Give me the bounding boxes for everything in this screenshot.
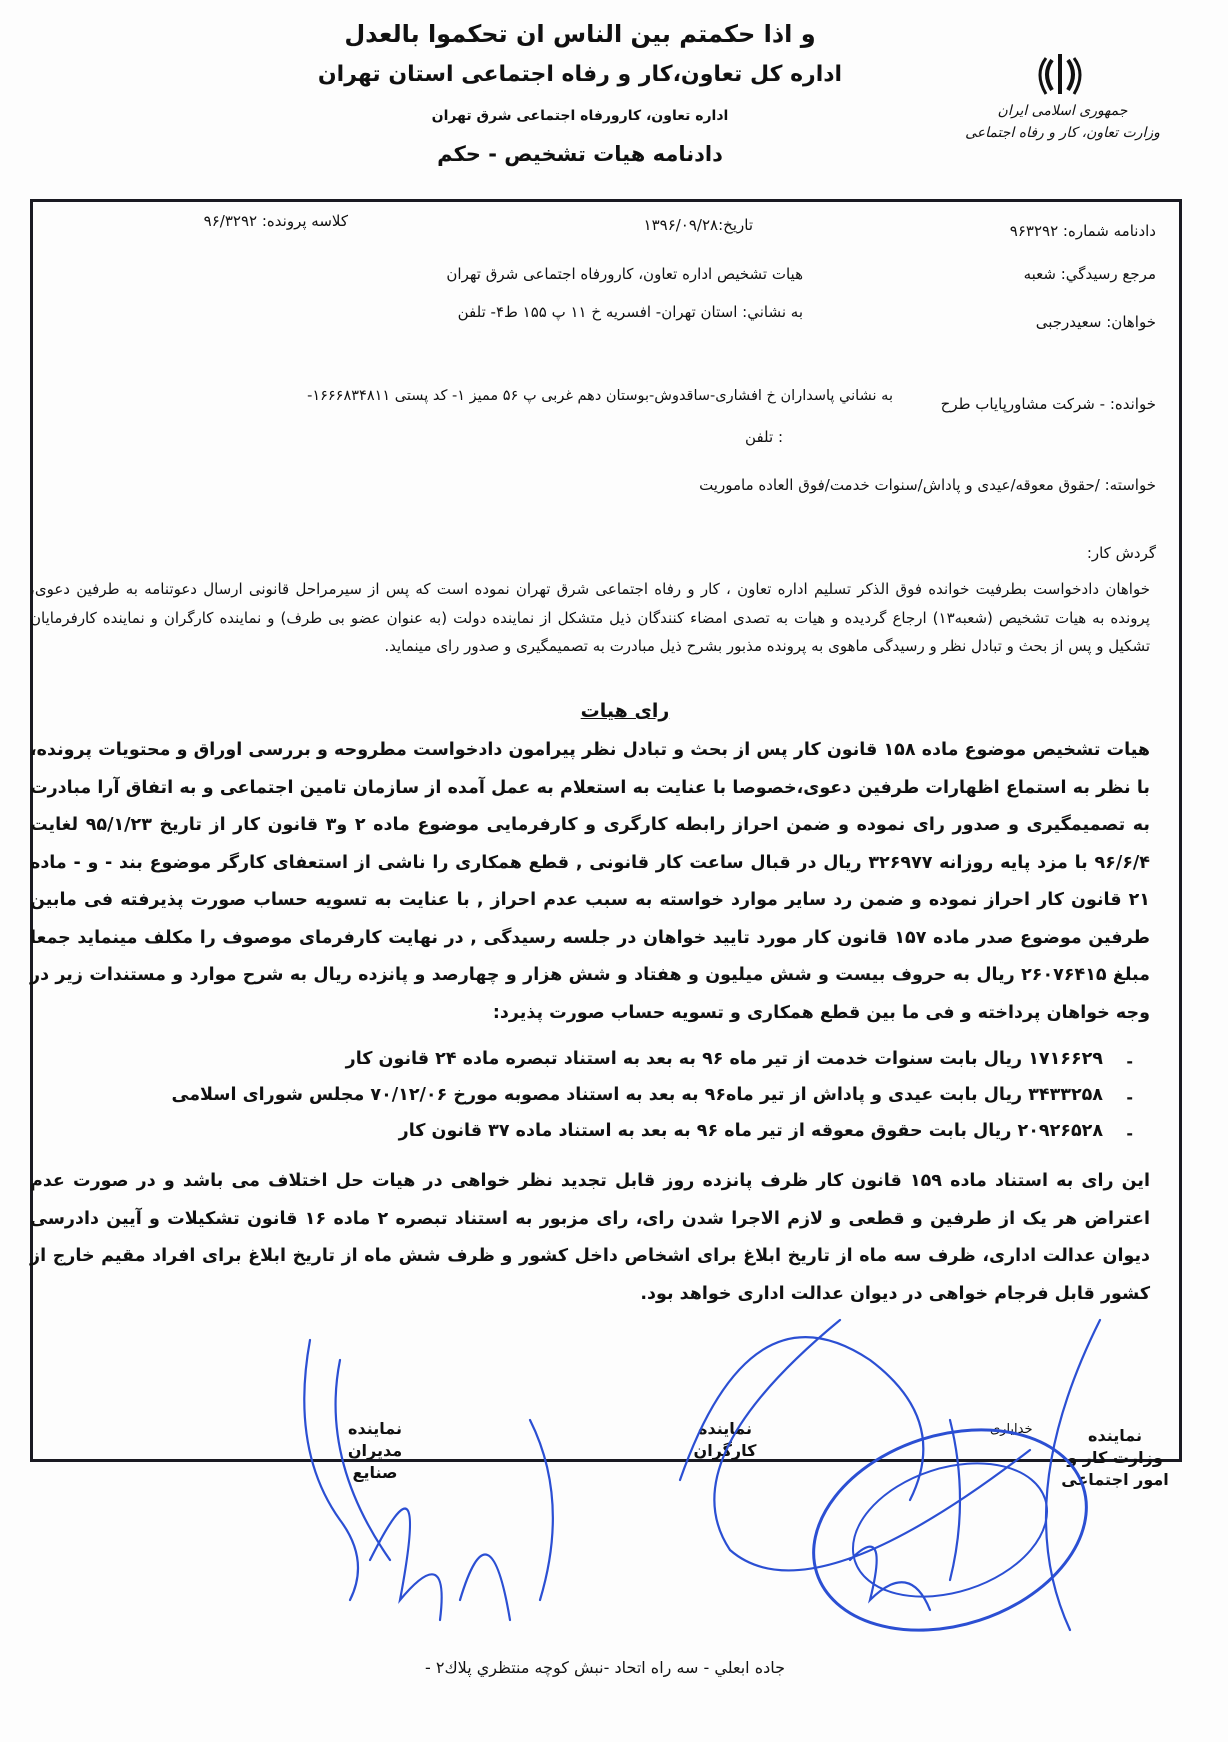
defendant-label: خوانده: [1109, 395, 1156, 413]
date-label: تاریخ: [718, 216, 753, 234]
item-1-dash: - [1126, 1052, 1133, 1071]
procedure-label: گردش کار: [1086, 544, 1156, 562]
employers-rep-line-2: مدیران [347, 1441, 403, 1460]
ministry-line-2: وزارت تعاون، کار و رفاه اجتماعی [965, 125, 1160, 141]
item-3-dash: - [1126, 1124, 1133, 1143]
header-verse: و اذا حکمتم بین الناس ان تحکموا بالعدل [344, 20, 816, 48]
verdict-number-value: ۹۶۳۲۹۲ [1009, 222, 1059, 240]
file-class-field [204, 212, 348, 230]
header-office: اداره کل تعاون،کار و رفاه اجتماعی استان تهران [317, 62, 843, 87]
authority-field [1024, 265, 1156, 283]
file-class-label: کلاسه پرونده: [261, 212, 348, 230]
claim-value: /حقوق معوقه/عیدی و پاداش/سنوات خدمت/فوق العاده ماموریت [699, 476, 1100, 494]
ministry-signature [680, 1320, 1100, 1630]
ministry-rep-line-1: نماینده [1088, 1426, 1142, 1445]
ministry-rep-line-2: وزارت کار و [1067, 1448, 1163, 1467]
verdict-number-label: دادنامه شماره: [1062, 222, 1156, 240]
footer-address: جاده ابعلي - سه راه اتحاد -نبش کوچه منتظري پلاك۲ - [425, 1658, 785, 1677]
employers-rep-line-1: نماینده [348, 1419, 402, 1438]
employers-signature [304, 1340, 553, 1620]
ministry-line-1: جمهوری اسلامی ایران [997, 103, 1128, 119]
workers-rep-line-1: نماینده [698, 1419, 752, 1438]
employers-rep-line-3: صنایع [352, 1463, 398, 1482]
plaintiff-field [1036, 313, 1156, 331]
appeal-text: این رای به استناد ماده ۱۵۹ قانون کار ظرف پانزده روز قابل تجدید نظر خواهی در هیات حل اختلاف می باشد و در صورت عدم اعتراض هر یک از طرفین و قطعی و لازم الاجرا شدن رای، رای مزبور به استناد تبصره ۲ ماده ۱۶ قانون تشکیلات و آیین دادرسی دیوان عدالت اداری، ظرف سه ماه از تاریخ ابلاغ برای اشخاص داخل کشور و ظرف شش ماه از تاریخ ابلاغ برای افراد مقیم خارج از کشور قابل فرجام خواهی در دیوان عدالت اداری خواهد بود. [30, 1171, 1150, 1304]
authority-name: هیات تشخیص اداره تعاون، کارورفاه اجتماعی شرق تهران [446, 265, 803, 283]
official-stamp [787, 1396, 1112, 1663]
defendant-name: - شرکت مشاورپایاب طرح [940, 395, 1106, 413]
date-value: ۱۳۹۶/۰۹/۲۸ [643, 216, 719, 234]
claim-label: خواسته: [1104, 476, 1156, 494]
payment-item: ۱۷۱۶۶۲۹ ریال بابت سنوات خدمت از تیر ماه ۹۶ به بعد به استناد تبصره ماده ۲۴ قانون کار [345, 1049, 1103, 1069]
item-2-dash: - [1126, 1088, 1133, 1107]
ministry-logotype [940, 100, 1185, 144]
header-sub-office: اداره تعاون، کارورفاه اجتماعی شرق تهران [431, 108, 729, 124]
workers-rep-line-2: کارگران [693, 1441, 757, 1460]
signatures-and-stamp [250, 1300, 1170, 1680]
defendant-address: به نشاني پاسداران خ افشاری-ساقدوش-بوستان دهم غربی پ ۵۶ ممیز ۱- کد پستی ۱۶۶۶۸۳۴۸۱۱- [307, 388, 893, 404]
document-title: دادنامه هیات تشخیص - حکم [437, 142, 723, 166]
payment-item: ۲۰۹۲۶۵۲۸ ریال بابت حقوق معوقه از تیر ماه ۹۶ به بعد به استناد ماده ۳۷ قانون کار [398, 1121, 1103, 1141]
authority-label: مرجع رسیدگي: [1060, 265, 1156, 283]
file-class-value: ۹۶/۳۲۹۲ [203, 212, 258, 230]
date-field [644, 216, 753, 234]
procedure-text: خواهان دادخواست بطرفیت خوانده فوق الذکر تسلیم اداره تعاون ، کار و رفاه اجتماعی شرق تهران نموده است که پس از سیرمراحل قانونی ارسال دعوتنامه به طرفین دعوی، پرونده به هیات تشخیص (شعبه۱۳) ارجاع گردیده و هیات به تصدی امضاء کنندگان ذیل متشکل از نماینده دولت (به عنوان عضو بی طرف) و نماینده کارگران و نماینده کارفرمایان تشکیل و پس از بحث و تبادل نظر و رسیدگی ماهوی به پرونده مذبور بشرح ذیل مبادرت به تصمیمگیری و صدور رای مینماید. [30, 580, 1150, 655]
iran-emblem-icon [1030, 50, 1090, 98]
ministry-rep-line-3: امور اجتماعی [1061, 1470, 1169, 1489]
authority-branch: شعبه [1023, 265, 1056, 283]
plaintiff-label: خواهان: [1106, 313, 1156, 331]
claim-field [699, 476, 1156, 494]
payment-item: ۳۴۳۳۲۵۸ ریال بابت عیدی و پاداش از تیر ماه۹۶ به بعد به استناد مصوبه مورخ ۷۰/۱۲/۰۶ مجلس شورای اسلامی [171, 1085, 1103, 1105]
verdict-title: رای هیات [580, 700, 670, 722]
plaintiff-name: سعیدرجبی [1035, 313, 1102, 331]
ministry-rep-name: خدایاری [990, 1422, 1033, 1437]
defendant-field [941, 395, 1156, 413]
plaintiff-address: به نشاني: استان تهران- افسریه خ ۱۱ پ ۱۵۵ ط۴- تلفن [457, 303, 803, 321]
workers-signature [714, 1320, 1030, 1610]
defendant-phone: : تلفن [745, 428, 783, 446]
verdict-text: هیات تشخیص موضوع ماده ۱۵۸ قانون کار پس از بحث و تبادل نظر پیرامون دادخواست مطروحه و بررسی اوراق و محتویات پرونده، با نظر به استماع اظهارات طرفین دعوی،خصوصا با عنایت به استعلام به عمل آمده از سازمان تامین اجتماعی و به اتفاق آرا مبادرت به تصمیمگیری و صدور رای نموده و ضمن احراز رابطه کارگری و کارفرمایی موضوع ماده ۲ و۳ قانون کار از تاریخ ۹۵/۱/۲۳ لغایت ۹۶/۶/۴ با مزد پایه روزانه ۳۲۶۹۷۷ ریال در قبال ساعت کار قانونی , قطع همکاری را ناشی از استعفای کارگر موضوع بند - و - ماده ۲۱ قانون کار احراز نموده و ضمن رد سایر موارد خواسته به سبب عدم احراز , با عنایت به تسویه حساب صورت پذیرفته فی مابین طرفین موضوع صدر ماده ۱۵۷ قانون کار مورد تایید خواهان در جلسه رسیدگی , در نهایت کارفرمای موصوف را مکلف مینماید جمعا مبلغ ۲۶۰۷۶۴۱۵ ریال به حروف بیست و شش میلیون و هفتاد و شش هزار و چهارصد و پانزده ریال به شرح موارد و مستندات زیر در وجه خواهان پرداخته و فی ما بین قطع همکاری و تسویه حساب صورت پذیرد: [30, 740, 1151, 1023]
verdict-number-field [1010, 222, 1156, 240]
